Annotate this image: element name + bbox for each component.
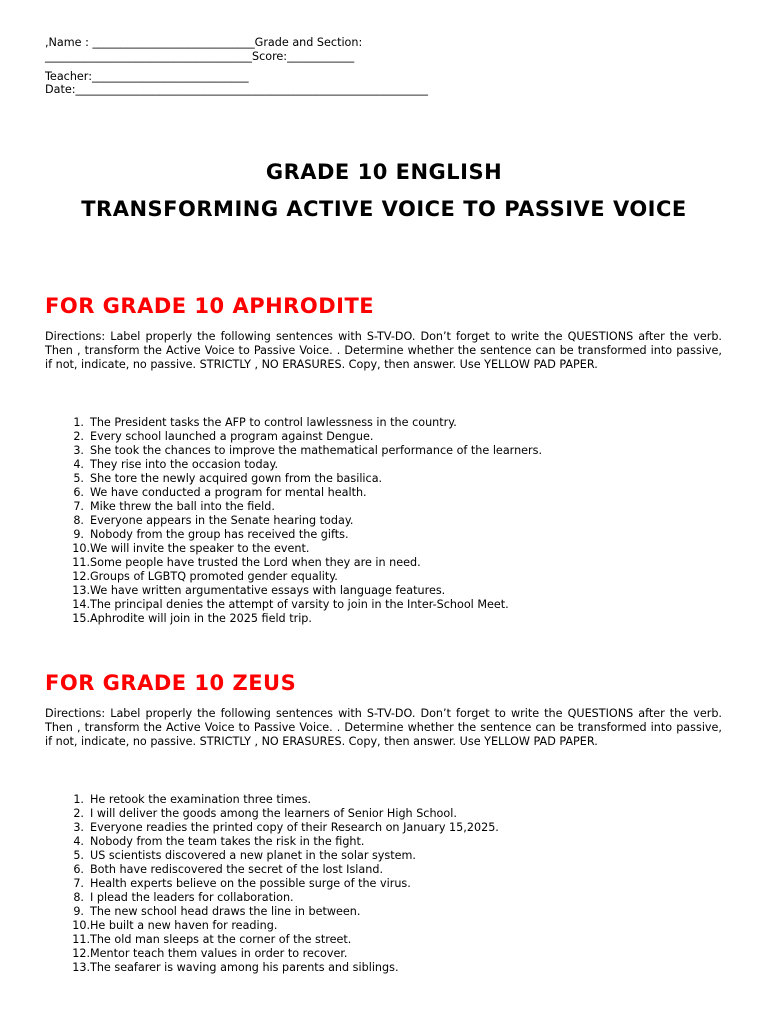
section-heading-zeus: FOR GRADE 10 ZEUS (45, 671, 297, 695)
item-number: 7. (73, 500, 84, 513)
item-number: 2. (73, 430, 84, 443)
item-number: 5. (73, 849, 84, 862)
item-sentence: They rise into the occasion today. (90, 458, 279, 471)
item-sentence: The seafarer is waving among his parents and siblings. (90, 961, 399, 974)
item-number: 10. (72, 919, 90, 932)
list-item (45, 486, 735, 500)
item-sentence: Everyone readies the printed copy of their Research on January 15,2025. (90, 821, 499, 834)
list-item (45, 835, 735, 849)
list-item (45, 807, 735, 821)
list-item (45, 556, 735, 570)
list-item (45, 444, 735, 458)
item-number: 6. (73, 486, 84, 499)
list-item (45, 849, 735, 863)
item-number: 15. (72, 612, 90, 625)
item-number: 4. (73, 458, 84, 471)
item-number: 3. (73, 444, 84, 457)
item-number: 1. (73, 793, 84, 806)
item-sentence: Nobody from the group has received the gifts. (90, 528, 349, 541)
item-sentence: Mentor teach them values in order to recover. (90, 947, 348, 960)
item-number: 9. (73, 905, 84, 918)
name-grade-line: ,Name : _____________________________Grade and Section: (45, 36, 363, 49)
list-item (45, 584, 735, 598)
item-sentence: I plead the leaders for collaboration. (90, 891, 294, 904)
directions-zeus: Directions: Label properly the following sentences with S-TV-DO. Don’t forget to write the QUESTIONS after the verb. Then , transform the Active Voice to Passive Voice. . Determine whether the sentence can be transformed into passive, if not, indicate, no passive. STRICTLY , NO ERASURES. Copy, then answer. Use YELLOW PAD PAPER. (45, 707, 722, 748)
item-sentence: Groups of LGBTQ promoted gender equality. (90, 570, 338, 583)
item-sentence: Some people have trusted the Lord when they are in need. (90, 556, 421, 569)
item-sentence: Everyone appears in the Senate hearing today. (90, 514, 354, 527)
sentence-list-aphrodite (45, 416, 735, 626)
list-item (45, 821, 735, 835)
list-item (45, 947, 735, 961)
item-number: 2. (73, 807, 84, 820)
list-item (45, 528, 735, 542)
item-sentence: Health experts believe on the possible surge of the virus. (90, 877, 411, 890)
item-sentence: The principal denies the attempt of varsity to join in the Inter-School Meet. (90, 598, 509, 611)
list-item (45, 863, 735, 877)
list-item (45, 961, 735, 975)
sentence-list-zeus (45, 793, 735, 975)
item-sentence: Both have rediscovered the secret of the lost Island. (90, 863, 384, 876)
item-number: 11. (72, 556, 90, 569)
list-item (45, 933, 735, 947)
item-sentence: We have written argumentative essays with language features. (90, 584, 446, 597)
item-sentence: The new school head draws the line in between. (90, 905, 361, 918)
item-sentence: We will invite the speaker to the event. (90, 542, 310, 555)
list-item (45, 500, 735, 514)
item-number: 12. (72, 570, 90, 583)
item-sentence: She took the chances to improve the mathematical performance of the learners. (90, 444, 543, 457)
item-sentence: We have conducted a program for mental health. (90, 486, 367, 499)
item-sentence: Aphrodite will join in the 2025 field trip. (90, 612, 312, 625)
list-item (45, 430, 735, 444)
item-sentence: The old man sleeps at the corner of the street. (90, 933, 352, 946)
list-item (45, 458, 735, 472)
item-sentence: US scientists discovered a new planet in the solar system. (90, 849, 416, 862)
item-sentence: Nobody from the team takes the risk in the fight. (90, 835, 365, 848)
section-heading-aphrodite: FOR GRADE 10 APHRODITE (45, 294, 375, 318)
item-number: 8. (73, 514, 84, 527)
list-item (45, 905, 735, 919)
item-number: 9. (73, 528, 84, 541)
list-item (45, 570, 735, 584)
item-sentence: The President tasks the AFP to control lawlessness in the country. (90, 416, 457, 429)
date-line: Date:_______________________________________________________________ (45, 83, 428, 96)
item-number: 14. (72, 598, 90, 611)
item-number: 13. (72, 584, 90, 597)
item-number: 5. (73, 472, 84, 485)
item-number: 4. (73, 835, 84, 848)
item-number: 10. (72, 542, 90, 555)
list-item (45, 612, 735, 626)
teacher-line: Teacher:____________________________ (45, 70, 249, 83)
list-item (45, 598, 735, 612)
item-number: 1. (73, 416, 84, 429)
item-sentence: Every school launched a program against Dengue. (90, 430, 374, 443)
item-sentence: He retook the examination three times. (90, 793, 312, 806)
document-title: GRADE 10 ENGLISH (265, 160, 503, 184)
item-number: 6. (73, 863, 84, 876)
list-item (45, 472, 735, 486)
item-number: 13. (72, 961, 90, 974)
list-item (45, 542, 735, 556)
list-item (45, 514, 735, 528)
score-line: _____________________________________Score:____________ (45, 50, 355, 63)
item-number: 11. (72, 933, 90, 946)
item-number: 7. (73, 877, 84, 890)
list-item (45, 793, 735, 807)
list-item (45, 891, 735, 905)
item-number: 3. (73, 821, 84, 834)
item-number: 8. (73, 891, 84, 904)
directions-aphrodite: Directions: Label properly the following sentences with S-TV-DO. Don’t forget to write the QUESTIONS after the verb. Then , transform the Active Voice to Passive Voice. . Determine whether the sentence can be transformed into passive, if not, indicate, no passive. STRICTLY , NO ERASURES. Copy, then answer. Use YELLOW PAD PAPER. (45, 330, 722, 371)
list-item (45, 877, 735, 891)
item-sentence: I will deliver the goods among the learners of Senior High School. (90, 807, 457, 820)
list-item (45, 919, 735, 933)
document-subtitle: TRANSFORMING ACTIVE VOICE TO PASSIVE VOICE (81, 197, 687, 221)
item-sentence: He built a new haven for reading. (90, 919, 278, 932)
list-item (45, 416, 735, 430)
item-sentence: She tore the newly acquired gown from the basilica. (90, 472, 383, 485)
item-sentence: Mike threw the ball into the field. (90, 500, 275, 513)
item-number: 12. (72, 947, 90, 960)
